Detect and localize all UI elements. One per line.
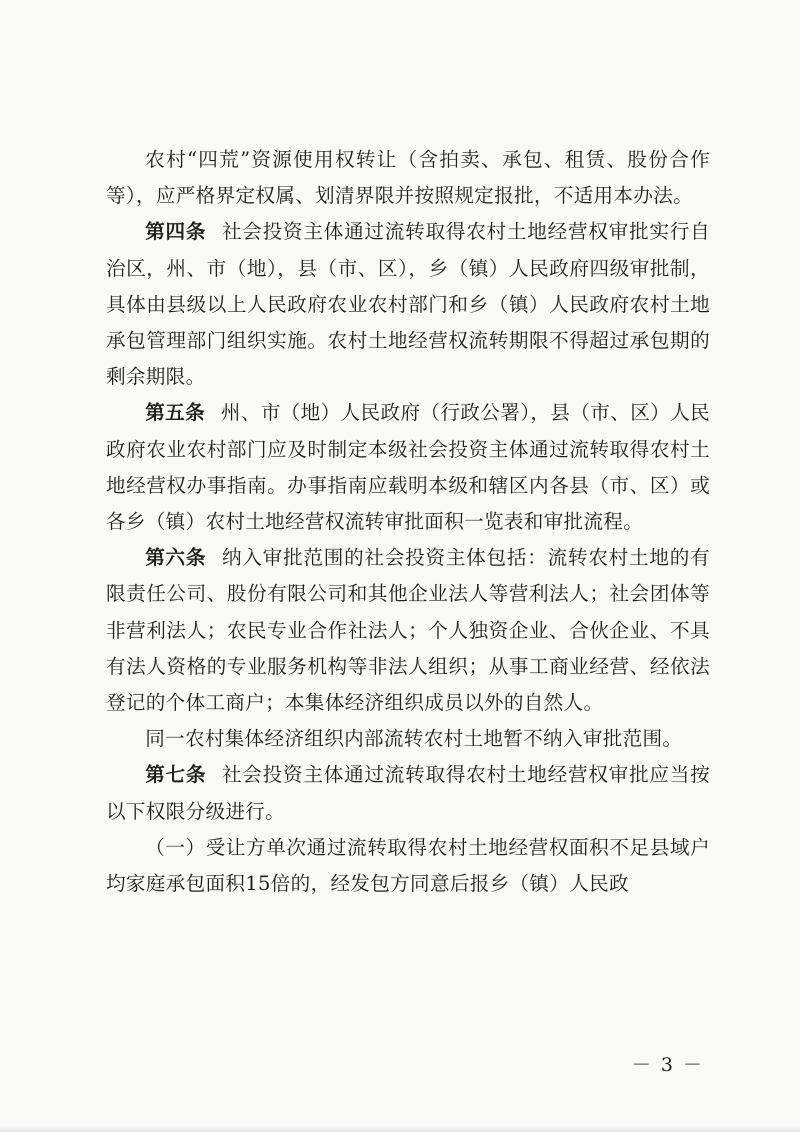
article-heading: 第五条 (145, 401, 206, 425)
paragraph-text: 纳入审批范围的社会投资主体包括：流转农村土地的有限责任公司、股份有限公司和其他企业法人等营利法人；社会团体等非营利法人；农民专业合作社法人；个人独资企业、合伙企业、不具有法人资格的专业服务机构等非法人组织；从事工商业经营、经依法登记的个体工商户；本集体经济组织成员以外的自然人。 (106, 546, 711, 715)
article-5 (106, 395, 710, 540)
page-bottom-edge (0, 1126, 800, 1132)
paragraph-text: 社会投资主体通过流转取得农村土地经营权审批应当按以下权限分级进行。 (106, 763, 711, 823)
article-heading: 第四条 (145, 220, 207, 244)
document-body (106, 142, 710, 902)
article-heading: 第七条 (145, 763, 207, 787)
paragraph-text: 州、市（地）人民政府（行政公署），县（市、区）人民政府农业农村部门应及时制定本级社会投资主体通过流转取得农村土地经营权办事指南。办事指南应载明本级和辖区内各县（市、区）或各乡（镇）农村土地经营权流转审批面积一览表和审批流程。 (106, 401, 711, 534)
article-6 (106, 540, 710, 721)
page-number: － 3 － (631, 1054, 704, 1076)
article-4 (106, 214, 710, 395)
paragraph-text: 农村“四荒”资源使用权转让（含拍卖、承包、租赁、股份合作等），应严格界定权属、划清界限并按照规定报批，不适用本办法。 (106, 148, 710, 208)
paragraph-text: 同一农村集体经济组织内部流转农村土地暂不纳入审批范围。 (145, 727, 683, 751)
paragraph-text: 社会投资主体通过流转取得农村土地经营权审批实行自治区，州、市（地），县（市、区），乡（镇）人民政府四级审批制，具体由县级以上人民政府农业农村部门和乡（镇）人民政府农村土地承包管理部门组织实施。农村土地经营权流转期限不得超过承包期的剩余期限。 (106, 220, 711, 389)
article-heading: 第六条 (145, 546, 207, 570)
paragraph-1 (106, 142, 710, 214)
paragraph-item-1 (106, 830, 710, 902)
article-7 (106, 757, 710, 829)
paragraph-text: （一）受让方单次通过流转取得农村土地经营权面积不足县域户均家庭承包面积15倍的，经发包方同意后报乡（镇）人民政 (106, 835, 710, 896)
paragraph-internal-transfer (106, 721, 710, 757)
